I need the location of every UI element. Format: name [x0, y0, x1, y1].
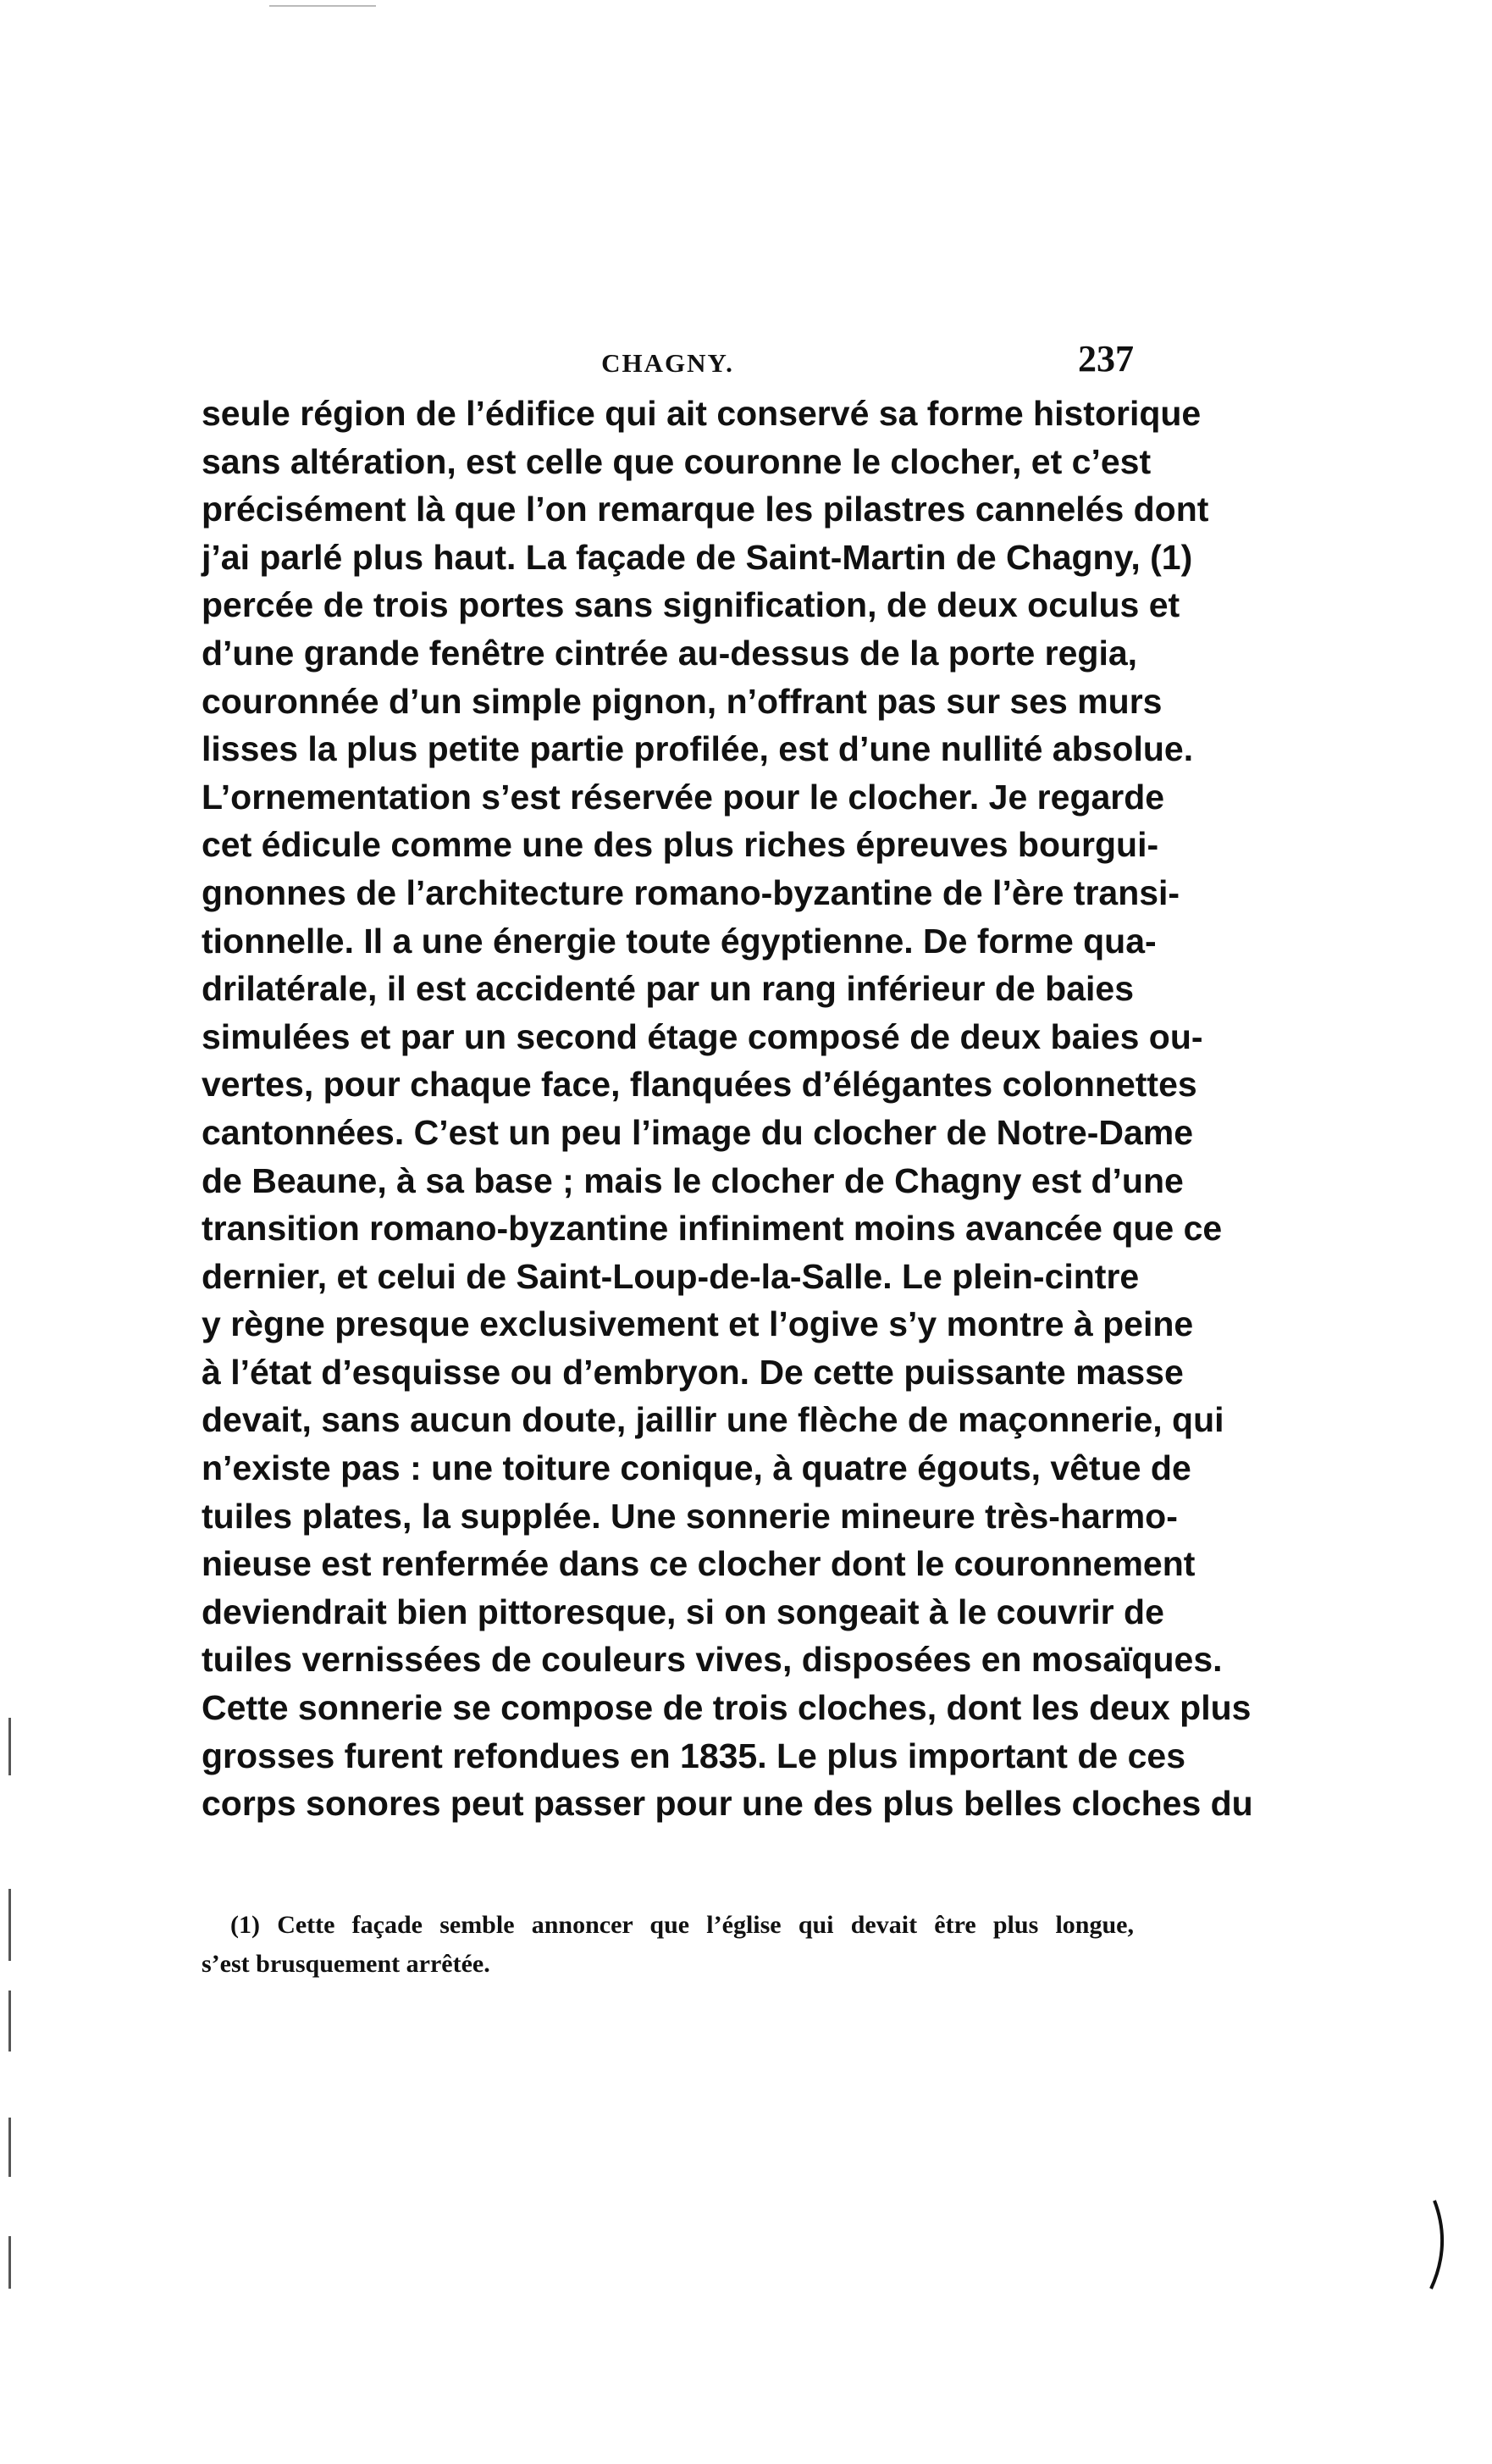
body-text	[202, 390, 1253, 1828]
scan-artifact-left-4	[8, 2118, 11, 2177]
text-line: Cette sonnerie se compose de trois cloches, dont les deux plus	[202, 1688, 1252, 1728]
text-line: à l’état d’esquisse ou d’embryon. De cette puissante masse	[202, 1352, 1184, 1392]
text-line: L’ornementation s’est réservée pour le clocher. Je regarde	[202, 777, 1165, 817]
text-line: précisément là que l’on remarque les pilastres cannelés dont	[202, 490, 1209, 529]
text-line: gnonnes de l’architecture romano-byzantine de l’ère transi-	[202, 872, 1180, 912]
text-line: tuiles plates, la supplée. Une sonnerie mineure très-harmo-	[202, 1496, 1178, 1536]
text-line: transition romano-byzantine infiniment moins avancée que ce	[202, 1209, 1223, 1249]
page-number: 237	[1078, 338, 1134, 379]
text-line: de Beaune, à sa base ; mais le clocher de Chagny est d’une	[202, 1160, 1184, 1200]
running-title: CHAGNY.	[601, 348, 734, 378]
scan-artifact-left-1	[8, 1718, 11, 1775]
running-head	[202, 333, 1134, 384]
text-line: nieuse est renfermée dans ce clocher dont le couronnement	[202, 1544, 1196, 1584]
text-line: devait, sans aucun doute, jaillir une flèche de maçonnerie, qui	[202, 1400, 1224, 1440]
footnote-line: s’est brusquement arrêtée.	[202, 1950, 490, 1978]
footnote	[202, 1906, 1134, 1984]
text-line: vertes, pour chaque face, flanquées d’élégantes colonnettes	[202, 1065, 1197, 1105]
text-line: sans altération, est celle que couronne le clocher, et c’est	[202, 441, 1152, 481]
text-line: j’ai parlé plus haut. La façade de Saint-Martin de Chagny, (1)	[202, 537, 1193, 577]
text-line: drilatérale, il est accidenté par un rang inférieur de baies	[202, 969, 1134, 1009]
text-line: deviendrait bien pittoresque, si on songeait à le couvrir de	[202, 1592, 1164, 1631]
text-line: cantonnées. C’est un peu l’image du clocher de Notre-Dame	[202, 1112, 1194, 1152]
text-line: grosses furent refondues en 1835. Le plus important de ces	[202, 1736, 1185, 1775]
text-line: d’une grande fenêtre cintrée au-dessus de la porte regia,	[202, 633, 1138, 673]
text-line: lisses la plus petite partie profilée, est d’une nullité absolue.	[202, 729, 1194, 769]
text-line: cet édicule comme une des plus riches épreuves bourgui-	[202, 825, 1159, 865]
scan-artifact-left-3	[8, 1991, 11, 2051]
text-line: n’existe pas : une toiture conique, à quatre égouts, vêtue de	[202, 1448, 1191, 1488]
scan-artifact-left-5	[8, 2236, 11, 2289]
footnote-line: (1) Cette façade semble annoncer que l’église qui devait être plus longue,	[230, 1911, 1134, 1939]
text-line: tionnelle. Il a une énergie toute égyptienne. De forme qua-	[202, 921, 1157, 961]
text-line: dernier, et celui de Saint-Loup-de-la-Salle. Le plein-cintre	[202, 1256, 1140, 1296]
text-line: simulées et par un second étage composé de deux baies ou-	[202, 1016, 1203, 1056]
text-line: couronnée d’un simple pignon, n’offrant pas sur ses murs	[202, 681, 1163, 721]
text-line: percée de trois portes sans signification, de deux oculus et	[202, 585, 1180, 625]
scan-artifact-left-2	[8, 1889, 11, 1961]
text-line: corps sonores peut passer pour une des plus belles cloches du	[202, 1784, 1253, 1824]
text-line: y règne presque exclusivement et l’ogive s’y montre à peine	[202, 1304, 1194, 1344]
scan-artifact-top	[269, 5, 376, 7]
text-line: tuiles vernissées de couleurs vives, disposées en mosaïques.	[202, 1640, 1223, 1680]
text-line: seule région de l’édifice qui ait conservé sa forme historique	[202, 394, 1202, 433]
scan-artifact-bracket	[1423, 2194, 1456, 2295]
